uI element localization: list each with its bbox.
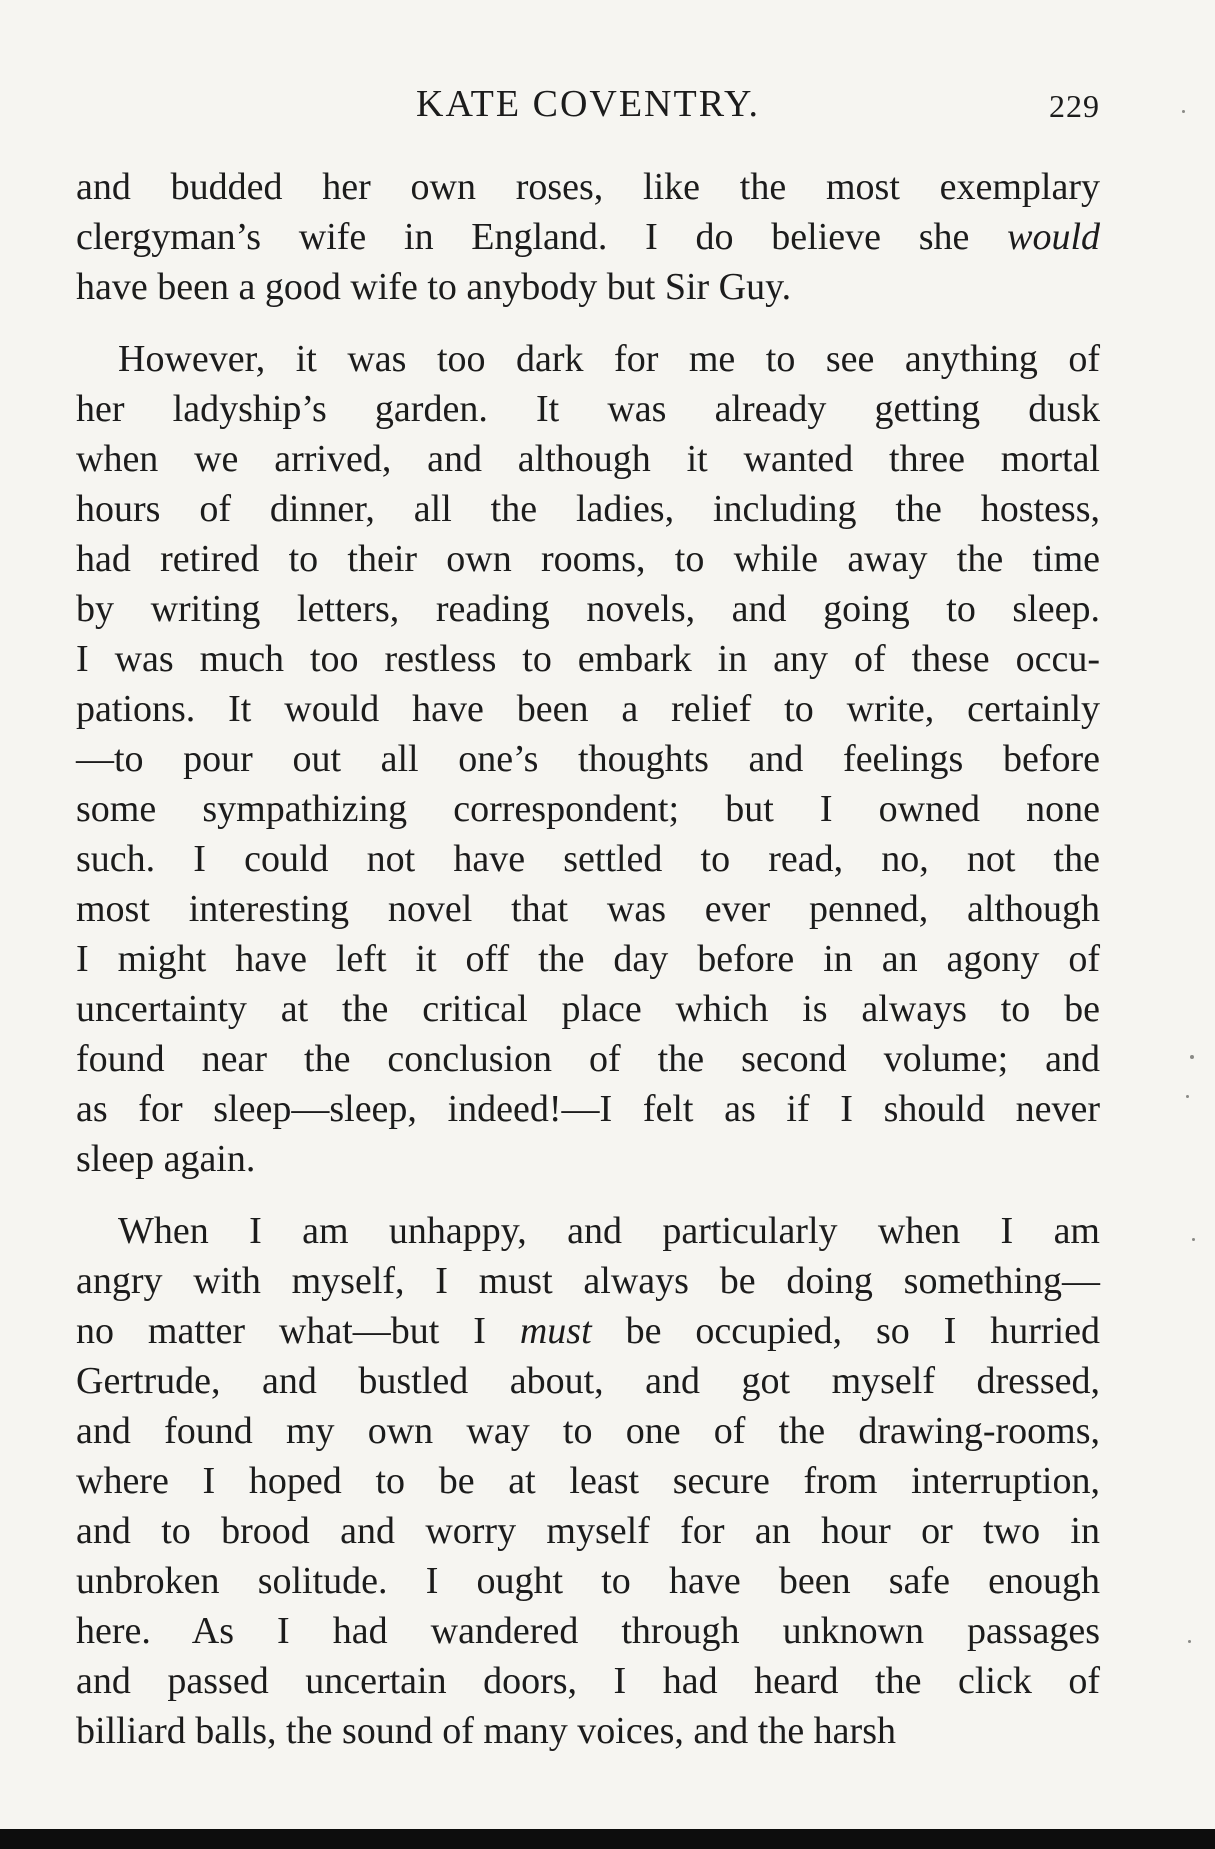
page-speck [1190,1055,1194,1059]
page-speck [1186,1095,1189,1098]
paragraph [76,162,1100,312]
text-line: her ladyship’s garden. It was already getting dusk [76,388,1100,430]
text-line: have been a good wife to anybody but Sir Guy. [76,266,792,308]
text-line: had retired to their own rooms, to while away the time [76,538,1100,580]
text-line: billiard balls, the sound of many voices, and the harsh [76,1710,896,1752]
text-line: found near the conclusion of the second volume; and [76,1038,1100,1080]
text-line: where I hoped to be at least secure from interruption, [76,1460,1100,1502]
text-line: I might have left it off the day before in an agony of [76,938,1100,980]
text-line: —to pour out all one’s thoughts and feelings before [76,738,1100,780]
text-line: most interesting novel that was ever penned, although [76,888,1100,930]
text-line: angry with myself, I must always be doing something— [76,1260,1100,1302]
paragraph-gap [76,312,1100,334]
running-title: KATE COVENTRY. [416,83,760,125]
text-line: However, it was too dark for me to see anything of [118,338,1100,380]
paragraph [76,334,1100,1184]
text-line: and passed uncertain doors, I had heard the click of [76,1660,1100,1702]
paragraph-gap [76,1184,1100,1206]
text-line: by writing letters, reading novels, and going to sleep. [76,588,1100,630]
text-line: such. I could not have settled to read, no, not the [76,838,1100,880]
text-line: unbroken solitude. I ought to have been safe enough [76,1560,1100,1602]
body-text [76,162,1100,1756]
text-line: pations. It would have been a relief to write, certainly [76,688,1100,730]
page-speck [1188,1640,1191,1643]
text-line: as for sleep—sleep, indeed!—I felt as if I should never [76,1088,1100,1130]
text-line: sleep again. [76,1138,256,1180]
text-line: hours of dinner, all the ladies, including the hostess, [76,488,1100,530]
text-line: here. As I had wandered through unknown passages [76,1610,1100,1652]
page-speck [1182,110,1185,113]
text-line: uncertainty at the critical place which is always to be [76,988,1100,1030]
bottom-edge [0,1829,1215,1849]
text-line: no matter what—but I must be occupied, so I hurried [76,1310,1100,1352]
text-line: and budded her own roses, like the most exemplary [76,166,1100,208]
text-line: clergyman’s wife in England. I do believe she would [76,216,1100,258]
page-speck [1192,1238,1195,1241]
text-line: some sympathizing correspondent; but I owned none [76,788,1100,830]
text-line: Gertrude, and bustled about, and got myself dressed, [76,1360,1100,1402]
paragraph [76,1206,1100,1756]
text-line: When I am unhappy, and particularly when I am [118,1210,1100,1252]
text-line: when we arrived, and although it wanted three mortal [76,438,1100,480]
text-line: and found my own way to one of the drawing-rooms, [76,1410,1100,1452]
text-line: I was much too restless to embark in any of these occu- [76,638,1100,680]
page-number: 229 [1049,88,1100,124]
text-line: and to brood and worry myself for an hour or two in [76,1510,1100,1552]
running-head [76,82,1100,138]
